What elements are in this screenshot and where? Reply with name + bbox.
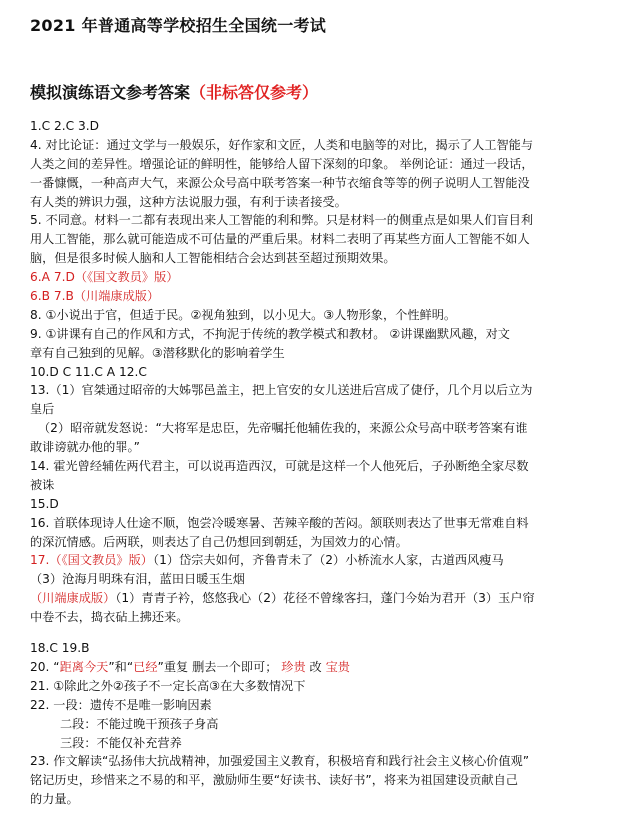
answer-line-23c: 的力量。 bbox=[30, 792, 79, 807]
version-label-a: 17.（《国文教员》版） bbox=[30, 553, 153, 568]
exam-title: 2021 年普通高等学校招生全国统一考试 bbox=[30, 16, 327, 35]
answer-line-10-12: 10.D C 11.C A 12.C bbox=[30, 364, 147, 379]
answer-line-22b: 二段：不能过晚干预孩子身高 bbox=[60, 716, 219, 731]
answer-line-17d: 中卷不去，捣衣砧上拂还来。 bbox=[30, 610, 189, 625]
answer-20-highlight-2: 已经 bbox=[133, 659, 158, 674]
answer-title bbox=[30, 80, 318, 103]
answer-line-22c: 三段：不能仅补充营养 bbox=[60, 735, 182, 750]
answer-17-text-b: （1）青青子衿，悠悠我心（2）花径不曾缘客扫，蓬门今始为君开（3）玉户帘 bbox=[115, 591, 535, 606]
answer-line-6-7-version-a: 6.A 7.D（《国文教员》版） bbox=[30, 270, 179, 285]
answer-line-17c bbox=[30, 589, 630, 608]
answer-line-23b: 铭记历史，珍惜来之不易的和平，激励师生要“好读书、读好书”，将来为祖国建设贡献自己 bbox=[30, 773, 518, 788]
answer-line-13d: 敢诽谤就办他的罪。” bbox=[30, 440, 140, 455]
answer-line-4a: 4. 对比论证：通过文学与一般娱乐，好作家和文匠，人类和电脑等的对比，揭示了人工智能与 bbox=[30, 137, 534, 152]
answer-line-16b: 的深沉情感。后两联，则表达了自己仍想回到朝廷，为国效力的心情。 bbox=[30, 534, 408, 549]
answer-20-part-c: ”重复 删去一个即可； bbox=[157, 659, 282, 674]
answer-line-17b: （3）沧海月明珠有泪，蓝田日暖玉生烟 bbox=[30, 572, 245, 587]
answer-line-8: 8. ①小说出于官，但适于民。②视角独到，以小见大。③人物形象，个性鲜明。 bbox=[30, 307, 457, 322]
answer-title-main: 模拟演练语文参考答案 bbox=[30, 83, 191, 102]
answer-line-9a: 9. ①讲课有自己的作风和方式，不拘泥于传统的教学模式和教材。 ②讲课幽默风趣，对文 bbox=[30, 326, 510, 341]
answer-line-21: 21. ①除此之外②孩子不一定长高③在大多数情况下 bbox=[30, 678, 306, 693]
answer-line-17a bbox=[30, 551, 630, 570]
answer-line-13b: 皇后 bbox=[30, 402, 55, 417]
answer-line-13a: 13.（1）官桀通过昭帝的大姊鄂邑盖主，把上官安的女儿送进后宫成了倢伃，几个月以后立为 bbox=[30, 383, 533, 398]
answer-line-4b: 人类之间的差异性。增强论证的鲜明性，能够给人留下深刻的印象。 举例论证：通过一段话， bbox=[30, 156, 534, 171]
answer-line-22a: 22. 一段：遗传不是唯一影响因素 bbox=[30, 697, 212, 712]
answer-line-20 bbox=[30, 658, 630, 677]
answer-20-part-a: 20. “ bbox=[30, 659, 60, 674]
answer-line-4c: 一番慷慨，一种高声大气，来源公众号高中联考答案一种节衣缩食等等的例子说明人工智能没 bbox=[30, 175, 530, 190]
answer-line-6-7-version-b: 6.B 7.B（川端康成版） bbox=[30, 289, 160, 304]
answer-line-4d: 有人类的辨识力强，这种方法说服力强，有利于读者接受。 bbox=[30, 194, 347, 209]
answer-line-14a: 14. 霍光曾经辅佐两代君主，可以说再造西汉，可就是这样一个人他死后，子孙断绝全家尽数 bbox=[30, 459, 529, 474]
answer-20-highlight-4: 宝贵 bbox=[325, 659, 350, 674]
answer-line-15: 15.D bbox=[30, 496, 59, 511]
version-label-b: （川端康成版） bbox=[30, 591, 116, 606]
answer-line-13c: （2）昭帝就发怒说：“大将军是忠臣，先帝嘱托他辅佐我的，来源公众号高中联考答案有谁 bbox=[38, 421, 528, 436]
answer-20-part-b: ”和“ bbox=[108, 659, 134, 674]
answer-20-highlight-1: 距离今天 bbox=[59, 659, 109, 674]
answer-body bbox=[30, 117, 630, 809]
answer-line-5b: 用人工智能，那么就可能造成不可估量的严重后果。材料二表明了再某些方面人工智能不如人 bbox=[30, 232, 530, 247]
answer-title-note: （非标答仅参考） bbox=[190, 83, 319, 102]
answer-20-highlight-3: 珍贵 bbox=[281, 659, 306, 674]
answer-line-14b: 被诛 bbox=[30, 477, 55, 492]
answer-17-text-a: （1）岱宗夫如何，齐鲁青未了（2）小桥流水人家，古道西风瘦马 bbox=[152, 553, 504, 568]
answer-line-1-3: 1.C 2.C 3.D bbox=[30, 119, 100, 133]
answer-line-23a: 23. 作文解读“弘扬伟大抗战精神，加强爱国主义教育，积极培育和践行社会主义核心价值观” bbox=[30, 754, 530, 769]
answer-line-18-19: 18.C 19.B bbox=[30, 641, 90, 656]
answer-line-9b: 章有自己独到的见解。③潜移默化的影响着学生 bbox=[30, 345, 285, 360]
answer-20-part-d: 改 bbox=[305, 659, 326, 674]
answer-line-16a: 16. 首联体现诗人仕途不顺，饱尝冷暖寒暑、苦辣辛酸的苦闷。颔联则表达了世事无常难自料 bbox=[30, 515, 529, 530]
answer-line-5c: 脑，但是很多时候人脑和人工智能相结合会达到甚至超过预期效果。 bbox=[30, 251, 396, 266]
answer-line-5a: 5. 不同意。材料一二都有表现出来人工智能的利和弊。只是材料一的侧重点是如果人们盲目利 bbox=[30, 213, 534, 228]
